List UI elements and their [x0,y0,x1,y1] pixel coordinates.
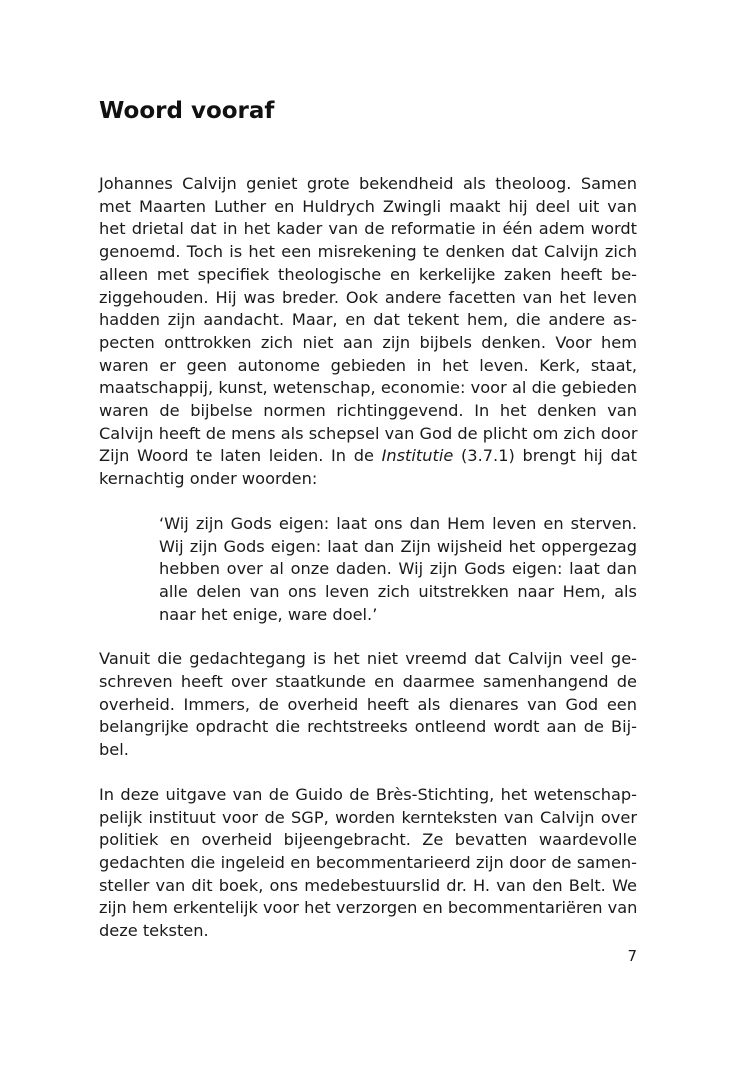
text-segment: (3.7.1) brengt hij dat [453,446,637,466]
paragraph-publication [99,784,637,943]
text-line: steller van dit boek, ons medebestuurslid dr. H. van den Belt. We [99,875,637,895]
text-line: ziggehouden. Hij was breder. Ook andere facetten van het leven [99,287,637,307]
text-line: genoemd. Toch is het een misrekening te denken dat Calvijn zich [99,242,637,262]
quote-line: Wij zijn Gods eigen: laat dan Zijn wijsheid het oppergezag [159,536,637,556]
text-line: alleen met specifiek theologische en kerkelijke zaken heeft be- [99,264,637,284]
text-line: belangrijke opdracht die rechtstreeks ontleend wordt aan de Bij- [99,717,637,737]
text-line: pelijk instituut voor de SGP, worden kernteksten van Calvijn over [99,807,637,827]
text-line: gedachten die ingeleid en becommentarieerd zijn door de samen- [99,852,637,872]
text-line: waren er geen autonome gebieden in het leven. Kerk, staat, [99,355,637,375]
text-line: waren de bijbelse normen richtinggevend. In het denken van [99,401,637,421]
text-line: Calvijn heeft de mens als schepsel van God de plicht om zich door [99,423,638,443]
paragraph-government [99,648,637,762]
text-line: maatschappij, kunst, wetenschap, economie: voor al die gebieden [99,378,637,398]
text-line: bel. [99,740,129,760]
text-line: In deze uitgave van de Guido de Brès-Stichting, het wetenschap- [99,784,637,804]
text-line: hadden zijn aandacht. Maar, en dat tekent hem, die andere as- [99,310,637,330]
text-segment: Zijn Woord te laten leiden. In de [99,446,382,466]
body-text [99,173,637,943]
block-quote [159,513,637,627]
paragraph-intro [99,173,637,491]
book-title-institutie: Institutie [381,446,454,466]
text-line: pecten onttrokken zich niet aan zijn bijbels denken. Voor hem [99,332,637,352]
text-line: Vanuit die gedachtegang is het niet vreemd dat Calvijn veel ge- [99,649,637,669]
quote-line: ‘Wij zijn Gods eigen: laat ons dan Hem leven en sterven. [159,513,637,533]
text-line-with-title [99,445,637,468]
text-line: het drietal dat in het kader van de reformatie in één adem wordt [99,219,637,239]
text-line: overheid. Immers, de overheid heeft als dienares van God een [99,694,637,714]
page-number: 7 [627,947,637,965]
page-title: Woord vooraf [99,98,275,124]
text-line: kernachtig onder woorden: [99,469,318,489]
text-line: politiek en overheid bijeengebracht. Ze bevatten waardevolle [99,830,637,850]
quote-line: alle delen van ons leven zich uitstrekken naar Hem, als [159,581,637,601]
quote-line: hebben over al onze daden. Wij zijn Gods eigen: laat dan [159,559,637,579]
quote-line: naar het enige, ware doel.’ [159,604,378,624]
text-line: met Maarten Luther en Huldrych Zwingli maakt hij deel uit van [99,196,637,216]
text-line: schreven heeft over staatkunde en daarmee samenhangend de [99,672,637,692]
text-line: zijn hem erkentelijk voor het verzorgen en becommentariëren van [99,898,638,918]
text-line: deze teksten. [99,921,209,941]
text-line: Johannes Calvijn geniet grote bekendheid als theoloog. Samen [99,174,637,193]
